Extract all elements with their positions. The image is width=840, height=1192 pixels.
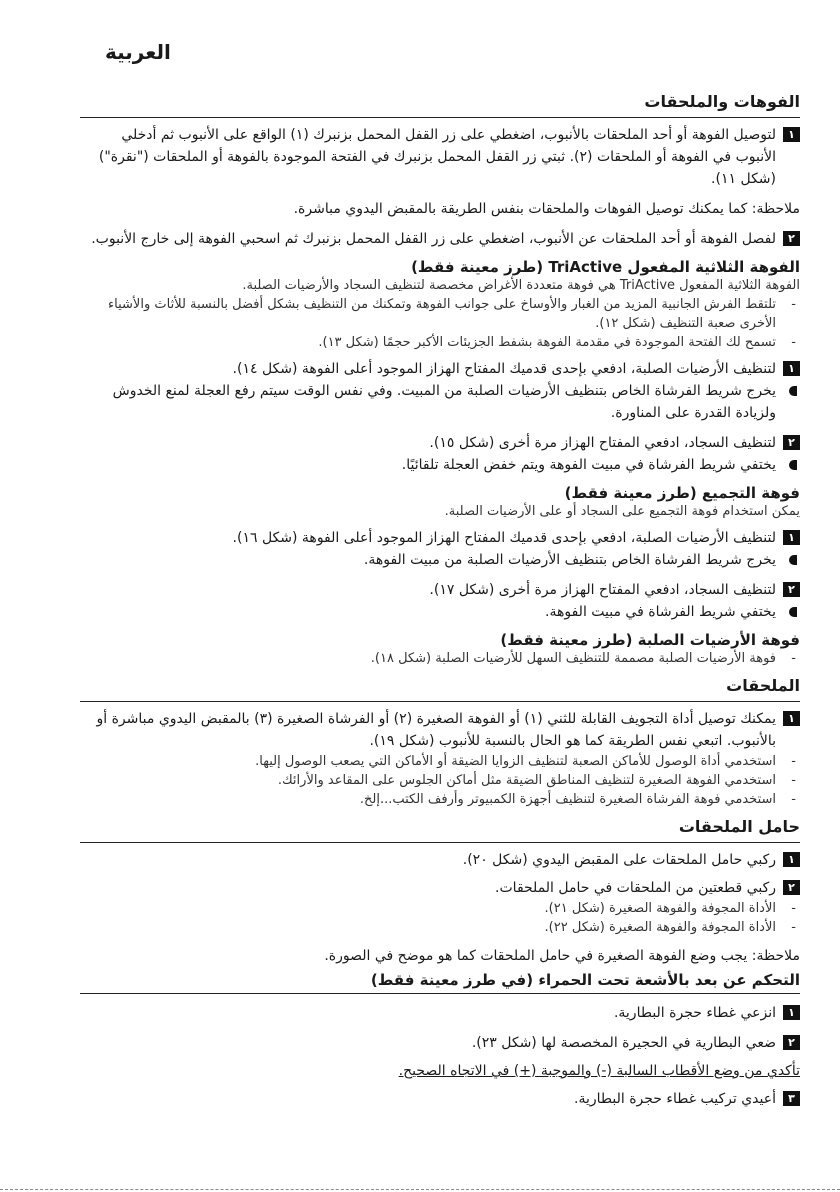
section-title-triactive: الفوهة الثلاثية المفعول TriActive (طرز معينة فقط) <box>411 258 800 276</box>
dash-item <box>80 333 800 352</box>
step-text: لتنظيف الأرضيات الصلبة، ادفعي بإحدى قدميك المفتاح الهزاز الموجود أعلى الفوهة (شكل ١٦). <box>232 530 776 546</box>
dash-text: استخدمي الفوهة الصغيرة لتنظيف المناطق الضيقة مثل أماكن الجلوس على المقاعد والأرائك. <box>277 773 776 788</box>
step-number: ٢ <box>783 880 800 895</box>
dash-item <box>80 752 800 771</box>
content <box>80 90 800 1110</box>
bullet-icon <box>789 460 797 470</box>
section-title-accessories: الملحقات <box>726 676 800 695</box>
step-number: ٢ <box>783 231 800 246</box>
step-number: ٢ <box>783 582 800 597</box>
step-1 <box>80 849 800 871</box>
dash-mark: - <box>791 754 796 769</box>
section-title-combi: فوهة التجميع (طرز معينة فقط) <box>564 484 800 502</box>
dash-text: استخدمي فوهة الفرشاة الصغيرة لتنظيف أجهزة الكمبيوتر وأرفف الكتب...إلخ. <box>359 792 776 807</box>
step-2 <box>80 877 800 899</box>
language-title: العربية <box>105 40 171 64</box>
step-number: ١ <box>783 711 800 726</box>
step-2 <box>80 1032 800 1054</box>
dash-mark: - <box>791 651 796 666</box>
step-text: لتنظيف السجاد، ادفعي المفتاح الهزاز مرة أخرى (شكل ١٧). <box>429 582 776 598</box>
step-text: ركبي حامل الملحقات على المقبض اليدوي (شكل ٢٠). <box>462 852 776 868</box>
step-1 <box>80 1002 800 1024</box>
step-number: ٣ <box>783 1091 800 1106</box>
bullet-item <box>80 454 800 476</box>
step-text: يمكنك توصيل أداة التجويف القابلة للثني (١) أو الفوهة الصغيرة (٢) أو الفرشاة الصغيرة (٣) بالمقبض اليدوي مباشرة أو بالأنبوب. اتبعي نفس الطريقة كما هو الحال بالنسبة للأنبوب (شكل ١٩). <box>96 711 776 749</box>
dash-mark: - <box>791 773 796 788</box>
note: ملاحظة: يجب وضع الفوهة الصغيرة في حامل الملحقات كما هو موضح في الصورة. <box>324 948 800 964</box>
dash-item <box>80 649 800 668</box>
step-number: ١ <box>783 361 800 376</box>
intro-text: يمكن استخدام فوهة التجميع على السجاد أو على الأرضيات الصلبة. <box>444 504 800 519</box>
dash-text: فوهة الأرضيات الصلبة مصممة للتنظيف السهل للأرضيات الصلبة (شكل ١٨). <box>370 651 776 666</box>
step-3 <box>80 1088 800 1110</box>
step-number: ١ <box>783 530 800 545</box>
step-text: أعيدي تركيب غطاء حجرة البطارية. <box>574 1091 776 1107</box>
dash-text: تلتقط الفرش الجانبية المزيد من الغبار والأوساخ على جوانب الفوهة وتمكنك من التنظيف بشكل أفضل بالنسبة للأثاث والأشياء الأخرى صعبة التنظيف (شكل ١٢). <box>108 297 776 331</box>
section-title-nozzles: الفوهات والملحقات <box>644 92 800 111</box>
bullet-text: يخرج شريط الفرشاة الخاص بتنظيف الأرضيات الصلبة من مبيت الفوهة. <box>363 552 776 568</box>
dash-item <box>80 771 800 790</box>
dash-item <box>80 790 800 809</box>
dash-mark: - <box>791 792 796 807</box>
section-title-remote: التحكم عن بعد بالأشعة تحت الحمراء (في طرز معينة فقط) <box>370 971 800 989</box>
step-1 <box>80 124 800 190</box>
dash-item <box>80 918 800 937</box>
dash-text: استخدمي أداة الوصول للأماكن الصعبة لتنظيف الزوايا الضيقة أو الأماكن التي يصعب الوصول إليها. <box>255 754 776 769</box>
section-title-holder: حامل الملحقات <box>678 817 800 836</box>
step-2 <box>80 432 800 454</box>
dash-mark: - <box>791 297 796 312</box>
bullet-text: يخرج شريط الفرشاة الخاص بتنظيف الأرضيات الصلبة من المبيت. وفي نفس الوقت سيتم رفع العجلة لمنع الخدوش ولزيادة القدرة على المناورة. <box>112 383 776 421</box>
bullet-icon <box>789 386 797 396</box>
bullet-icon <box>789 607 797 617</box>
step-number: ١ <box>783 1005 800 1020</box>
dash-text: تسمح لك الفتحة الموجودة في مقدمة الفوهة بشفط الجزيئات الأكبر حجمًا (شكل ١٣). <box>318 335 776 350</box>
step-2 <box>80 579 800 601</box>
step-number: ٢ <box>783 435 800 450</box>
dash-mark: - <box>791 920 796 935</box>
dash-mark: - <box>791 335 796 350</box>
step-text: لفصل الفوهة أو أحد الملحقات عن الأنبوب، اضغطي على زر القفل المحمل بزنبرك ثم اسحبي الفوهة إلى خارج الأنبوب. <box>91 231 776 247</box>
dash-mark: - <box>791 901 796 916</box>
note: ملاحظة: كما يمكنك توصيل الفوهات والملحقات بنفس الطريقة بالمقبض اليدوي مباشرة. <box>293 201 800 217</box>
step-1 <box>80 358 800 380</box>
step-1 <box>80 708 800 752</box>
bullet-icon <box>789 555 797 565</box>
page-edge-line <box>0 1189 840 1190</box>
step-text: لتنظيف الأرضيات الصلبة، ادفعي بإحدى قدميك المفتاح الهزاز الموجود أعلى الفوهة (شكل ١٤). <box>232 361 776 377</box>
dash-item <box>80 295 800 333</box>
step-text: ركبي قطعتين من الملحقات في حامل الملحقات. <box>495 880 776 896</box>
step-1 <box>80 527 800 549</box>
polarity-note-text: تأكدي من وضع الأقطاب السالبة (-) والموجبة (+) في الاتجاه الصحيح. <box>398 1063 800 1079</box>
step-number: ٢ <box>783 1035 800 1050</box>
step-number: ١ <box>783 127 800 142</box>
dash-item <box>80 899 800 918</box>
bullet-item <box>80 380 800 424</box>
step-text: ضعي البطارية في الحجيرة المخصصة لها (شكل ٢٣). <box>471 1035 776 1051</box>
bullet-item <box>80 601 800 623</box>
step-text: انزعي غطاء حجرة البطارية. <box>613 1005 776 1021</box>
section-title-hardfloor: فوهة الأرضيات الصلبة (طرز معينة فقط) <box>500 631 800 649</box>
bullet-text: يختفي شريط الفرشاة في مبيت الفوهة. <box>545 604 776 620</box>
bullet-item <box>80 549 800 571</box>
step-text: لتوصيل الفوهة أو أحد الملحقات بالأنبوب، اضغطي على زر القفل المحمل بزنبرك (١) الواقع على الأنبوب ثم أدخلي الأنبوب في الفوهة أو الملحقات (٢). ثبتي زر القفل المحمل بزنبرك في الفتحة الموجودة بالفوهة أو الملحقات ("نقرة") (شكل ١١). <box>98 127 776 187</box>
polarity-note <box>80 1060 800 1082</box>
dash-text: الأداة المجوفة والفوهة الصغيرة (شكل ٢٢). <box>544 920 776 935</box>
step-2 <box>80 228 800 250</box>
dash-text: الأداة المجوفة والفوهة الصغيرة (شكل ٢١). <box>544 901 776 916</box>
bullet-text: يختفي شريط الفرشاة في مبيت الفوهة ويتم خفض العجلة تلقائيًا. <box>401 457 776 473</box>
step-text: لتنظيف السجاد، ادفعي المفتاح الهزاز مرة أخرى (شكل ١٥). <box>429 435 776 451</box>
step-number: ١ <box>783 852 800 867</box>
intro-text: الفوهة الثلاثية المفعول TriActive هي فوهة متعددة الأغراض مخصصة لتنظيف السجاد والأرضيات الصلبة. <box>242 278 800 293</box>
